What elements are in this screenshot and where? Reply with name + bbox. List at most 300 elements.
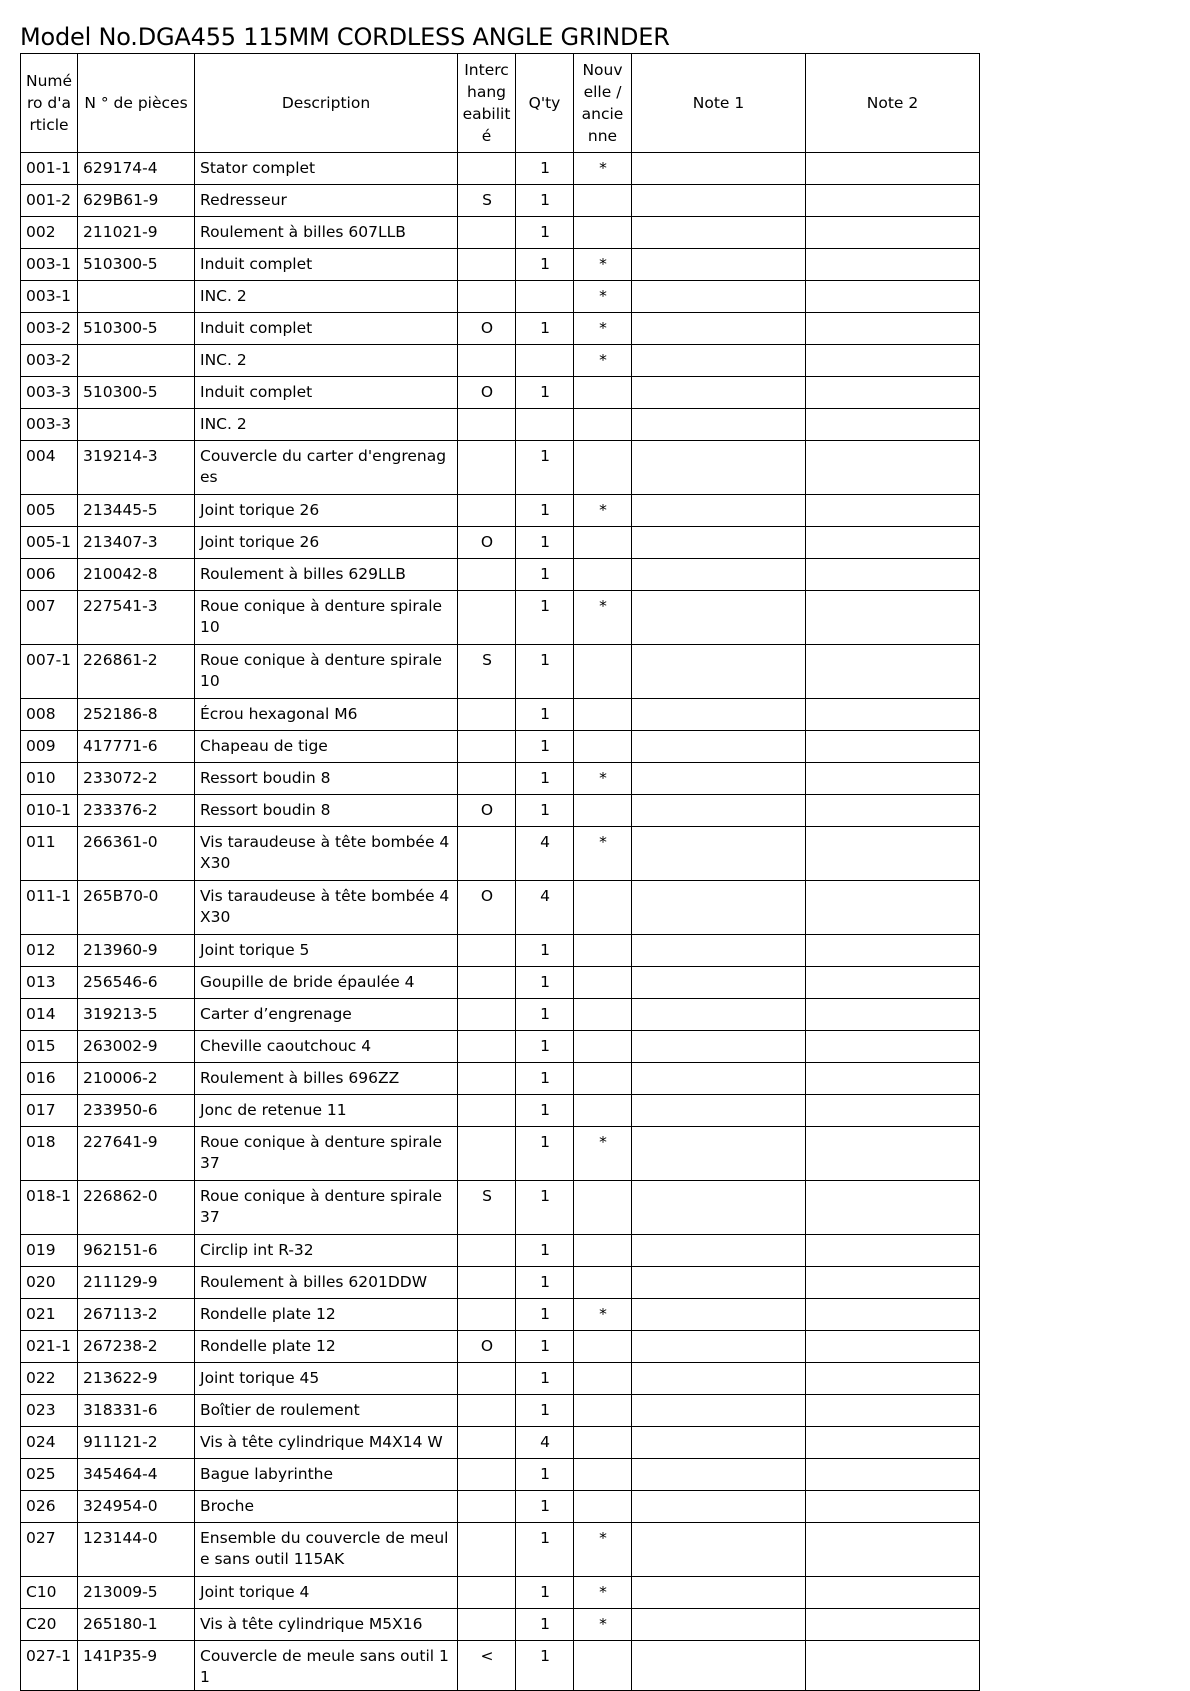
table-row — [21, 935, 980, 967]
cell-description: Rondelle plate 12 — [195, 1299, 458, 1331]
cell-new-old — [574, 1095, 632, 1127]
cell-note-1 — [632, 591, 806, 645]
cell-description: Roulement à billes 607LLB — [195, 217, 458, 249]
cell-description: INC. 2 — [195, 281, 458, 313]
cell-part-no: 510300-5 — [78, 313, 195, 345]
cell-note-2 — [806, 217, 980, 249]
cell-item-no: C20 — [21, 1609, 78, 1641]
cell-part-no: 213622-9 — [78, 1363, 195, 1395]
cell-note-1 — [632, 1235, 806, 1267]
cell-new-old: * — [574, 1609, 632, 1641]
cell-interchangeability — [458, 409, 516, 441]
cell-item-no: 019 — [21, 1235, 78, 1267]
cell-note-1 — [632, 1299, 806, 1331]
cell-item-no: 003-3 — [21, 377, 78, 409]
table-row — [21, 1031, 980, 1063]
cell-item-no: 001-1 — [21, 153, 78, 185]
cell-description: Broche — [195, 1491, 458, 1523]
cell-qty: 1 — [516, 559, 574, 591]
cell-note-2 — [806, 731, 980, 763]
cell-interchangeability — [458, 1031, 516, 1063]
table-row — [21, 495, 980, 527]
cell-description: Vis à tête cylindrique M5X16 — [195, 1609, 458, 1641]
cell-part-no: 213445-5 — [78, 495, 195, 527]
cell-description: Joint torique 26 — [195, 495, 458, 527]
cell-item-no: 005-1 — [21, 527, 78, 559]
cell-new-old — [574, 1395, 632, 1427]
cell-part-no: 265B70-0 — [78, 881, 195, 935]
cell-note-1 — [632, 527, 806, 559]
cell-interchangeability: S — [458, 185, 516, 217]
cell-interchangeability — [458, 1235, 516, 1267]
cell-note-1 — [632, 185, 806, 217]
cell-qty: 1 — [516, 999, 574, 1031]
cell-new-old — [574, 731, 632, 763]
cell-interchangeability — [458, 495, 516, 527]
cell-item-no: 018 — [21, 1127, 78, 1181]
cell-new-old — [574, 1459, 632, 1491]
cell-interchangeability — [458, 1063, 516, 1095]
table-row — [21, 441, 980, 495]
cell-note-2 — [806, 795, 980, 827]
table-row — [21, 377, 980, 409]
cell-new-old — [574, 1491, 632, 1523]
cell-interchangeability — [458, 345, 516, 377]
cell-qty: 1 — [516, 249, 574, 281]
cell-note-2 — [806, 1267, 980, 1299]
table-row — [21, 1267, 980, 1299]
table-row — [21, 527, 980, 559]
cell-qty: 1 — [516, 1031, 574, 1063]
cell-part-no: 211021-9 — [78, 217, 195, 249]
cell-description: Joint torique 5 — [195, 935, 458, 967]
cell-interchangeability — [458, 153, 516, 185]
cell-qty — [516, 281, 574, 313]
cell-part-no — [78, 409, 195, 441]
cell-part-no: 318331-6 — [78, 1395, 195, 1427]
cell-part-no: 265180-1 — [78, 1609, 195, 1641]
cell-item-no: 021 — [21, 1299, 78, 1331]
cell-part-no: 629B61-9 — [78, 185, 195, 217]
cell-part-no: 227541-3 — [78, 591, 195, 645]
cell-note-1 — [632, 153, 806, 185]
cell-note-2 — [806, 495, 980, 527]
cell-description: Joint torique 45 — [195, 1363, 458, 1395]
header-item-no: Numé ro d'a rticle — [21, 54, 78, 153]
cell-note-2 — [806, 1031, 980, 1063]
cell-note-2 — [806, 1427, 980, 1459]
cell-note-1 — [632, 441, 806, 495]
cell-note-2 — [806, 441, 980, 495]
cell-part-no: 345464-4 — [78, 1459, 195, 1491]
cell-note-1 — [632, 1181, 806, 1235]
cell-interchangeability — [458, 1299, 516, 1331]
cell-note-2 — [806, 1127, 980, 1181]
cell-description: Ressort boudin 8 — [195, 763, 458, 795]
table-row — [21, 153, 980, 185]
cell-note-2 — [806, 645, 980, 699]
cell-description: Roue conique à denture spirale 10 — [195, 591, 458, 645]
cell-qty: 1 — [516, 1577, 574, 1609]
cell-note-2 — [806, 935, 980, 967]
cell-interchangeability — [458, 249, 516, 281]
cell-new-old — [574, 1363, 632, 1395]
cell-qty: 4 — [516, 827, 574, 881]
cell-new-old: * — [574, 1523, 632, 1577]
table-row — [21, 1063, 980, 1095]
cell-note-2 — [806, 699, 980, 731]
cell-part-no: 210042-8 — [78, 559, 195, 591]
cell-item-no: 012 — [21, 935, 78, 967]
cell-part-no: 233376-2 — [78, 795, 195, 827]
cell-note-2 — [806, 377, 980, 409]
cell-description: Vis taraudeuse à tête bombée 4X30 — [195, 881, 458, 935]
cell-interchangeability — [458, 731, 516, 763]
table-row — [21, 281, 980, 313]
cell-description: Roulement à billes 696ZZ — [195, 1063, 458, 1095]
cell-description: Cheville caoutchouc 4 — [195, 1031, 458, 1063]
cell-part-no: 629174-4 — [78, 153, 195, 185]
table-row — [21, 1641, 980, 1691]
table-row — [21, 827, 980, 881]
cell-note-2 — [806, 967, 980, 999]
cell-part-no: 319213-5 — [78, 999, 195, 1031]
cell-item-no: 001-2 — [21, 185, 78, 217]
cell-qty: 1 — [516, 153, 574, 185]
cell-description: Couvercle de meule sans outil 11 — [195, 1641, 458, 1691]
cell-note-1 — [632, 313, 806, 345]
cell-qty: 1 — [516, 1641, 574, 1691]
cell-qty: 1 — [516, 1363, 574, 1395]
cell-new-old — [574, 217, 632, 249]
cell-qty: 1 — [516, 1609, 574, 1641]
cell-note-1 — [632, 967, 806, 999]
table-row — [21, 559, 980, 591]
cell-item-no: 020 — [21, 1267, 78, 1299]
cell-description: Écrou hexagonal M6 — [195, 699, 458, 731]
cell-new-old — [574, 1331, 632, 1363]
cell-note-2 — [806, 527, 980, 559]
cell-qty: 1 — [516, 935, 574, 967]
cell-note-1 — [632, 699, 806, 731]
table-row — [21, 731, 980, 763]
header-description: Description — [195, 54, 458, 153]
cell-description: Goupille de bride épaulée 4 — [195, 967, 458, 999]
cell-item-no: 027-1 — [21, 1641, 78, 1691]
cell-new-old: * — [574, 281, 632, 313]
cell-item-no: 021-1 — [21, 1331, 78, 1363]
cell-item-no: 026 — [21, 1491, 78, 1523]
cell-interchangeability — [458, 1127, 516, 1181]
cell-part-no: 227641-9 — [78, 1127, 195, 1181]
cell-part-no: 962151-6 — [78, 1235, 195, 1267]
table-row — [21, 1235, 980, 1267]
cell-note-1 — [632, 1459, 806, 1491]
cell-description: Circlip int R-32 — [195, 1235, 458, 1267]
table-row — [21, 185, 980, 217]
cell-interchangeability — [458, 1577, 516, 1609]
cell-interchangeability — [458, 1095, 516, 1127]
cell-note-1 — [632, 763, 806, 795]
cell-part-no — [78, 281, 195, 313]
cell-note-2 — [806, 409, 980, 441]
cell-new-old: * — [574, 763, 632, 795]
cell-new-old: * — [574, 591, 632, 645]
table-row — [21, 409, 980, 441]
cell-part-no: 510300-5 — [78, 377, 195, 409]
cell-note-1 — [632, 1641, 806, 1691]
header-interchangeability: Interc hang eabilit é — [458, 54, 516, 153]
cell-description: Couvercle du carter d'engrenages — [195, 441, 458, 495]
cell-qty: 1 — [516, 763, 574, 795]
cell-note-1 — [632, 935, 806, 967]
cell-new-old — [574, 1427, 632, 1459]
cell-new-old — [574, 1235, 632, 1267]
cell-qty: 1 — [516, 1299, 574, 1331]
cell-part-no: 266361-0 — [78, 827, 195, 881]
cell-new-old — [574, 699, 632, 731]
cell-description: Rondelle plate 12 — [195, 1331, 458, 1363]
cell-new-old — [574, 881, 632, 935]
cell-qty: 1 — [516, 1127, 574, 1181]
cell-item-no: C10 — [21, 1577, 78, 1609]
cell-new-old — [574, 645, 632, 699]
table-row — [21, 345, 980, 377]
cell-note-1 — [632, 1427, 806, 1459]
cell-new-old — [574, 409, 632, 441]
cell-description: Vis à tête cylindrique M4X14 W — [195, 1427, 458, 1459]
cell-qty: 1 — [516, 967, 574, 999]
cell-note-2 — [806, 1459, 980, 1491]
cell-description: Roulement à billes 6201DDW — [195, 1267, 458, 1299]
cell-note-1 — [632, 559, 806, 591]
cell-qty: 1 — [516, 377, 574, 409]
cell-interchangeability — [458, 967, 516, 999]
cell-item-no: 016 — [21, 1063, 78, 1095]
cell-note-2 — [806, 1641, 980, 1691]
cell-interchangeability — [458, 1267, 516, 1299]
cell-note-1 — [632, 1095, 806, 1127]
cell-description: Joint torique 4 — [195, 1577, 458, 1609]
table-row — [21, 999, 980, 1031]
cell-interchangeability: O — [458, 313, 516, 345]
cell-new-old: * — [574, 827, 632, 881]
cell-part-no: 141P35-9 — [78, 1641, 195, 1691]
cell-description: Joint torique 26 — [195, 527, 458, 559]
cell-note-1 — [632, 249, 806, 281]
cell-note-1 — [632, 377, 806, 409]
cell-description: Ressort boudin 8 — [195, 795, 458, 827]
cell-note-2 — [806, 1363, 980, 1395]
cell-part-no: 510300-5 — [78, 249, 195, 281]
cell-note-1 — [632, 1491, 806, 1523]
cell-qty: 1 — [516, 441, 574, 495]
cell-note-2 — [806, 249, 980, 281]
cell-part-no: 213009-5 — [78, 1577, 195, 1609]
cell-part-no: 123144-0 — [78, 1523, 195, 1577]
cell-qty: 4 — [516, 1427, 574, 1459]
cell-new-old — [574, 935, 632, 967]
cell-item-no: 003-2 — [21, 345, 78, 377]
table-row — [21, 217, 980, 249]
cell-item-no: 003-2 — [21, 313, 78, 345]
table-row — [21, 1095, 980, 1127]
cell-interchangeability — [458, 935, 516, 967]
cell-qty: 1 — [516, 645, 574, 699]
cell-new-old: * — [574, 313, 632, 345]
cell-part-no: 267113-2 — [78, 1299, 195, 1331]
header-note-2: Note 2 — [806, 54, 980, 153]
cell-interchangeability — [458, 999, 516, 1031]
table-row — [21, 1299, 980, 1331]
cell-description: Roue conique à denture spirale 10 — [195, 645, 458, 699]
cell-item-no: 002 — [21, 217, 78, 249]
cell-note-1 — [632, 281, 806, 313]
cell-item-no: 007-1 — [21, 645, 78, 699]
table-row — [21, 1427, 980, 1459]
cell-qty: 1 — [516, 1095, 574, 1127]
cell-new-old: * — [574, 1577, 632, 1609]
cell-interchangeability — [458, 1523, 516, 1577]
cell-item-no: 004 — [21, 441, 78, 495]
table-row — [21, 1459, 980, 1491]
cell-interchangeability: O — [458, 795, 516, 827]
cell-qty: 1 — [516, 1267, 574, 1299]
cell-qty: 1 — [516, 1523, 574, 1577]
cell-note-2 — [806, 1331, 980, 1363]
cell-note-2 — [806, 153, 980, 185]
cell-qty: 1 — [516, 731, 574, 763]
cell-note-2 — [806, 1491, 980, 1523]
cell-note-2 — [806, 1095, 980, 1127]
cell-description: Chapeau de tige — [195, 731, 458, 763]
cell-interchangeability: O — [458, 881, 516, 935]
cell-item-no: 025 — [21, 1459, 78, 1491]
parts-table — [20, 53, 980, 1691]
cell-qty: 1 — [516, 1181, 574, 1235]
cell-item-no: 018-1 — [21, 1181, 78, 1235]
cell-part-no: 226862-0 — [78, 1181, 195, 1235]
cell-qty: 1 — [516, 313, 574, 345]
cell-item-no: 003-1 — [21, 249, 78, 281]
cell-part-no: 210006-2 — [78, 1063, 195, 1095]
cell-note-1 — [632, 881, 806, 935]
cell-part-no: 226861-2 — [78, 645, 195, 699]
cell-note-2 — [806, 1299, 980, 1331]
cell-new-old: * — [574, 495, 632, 527]
cell-item-no: 006 — [21, 559, 78, 591]
cell-new-old: * — [574, 249, 632, 281]
table-row — [21, 1523, 980, 1577]
cell-interchangeability — [458, 1491, 516, 1523]
cell-note-1 — [632, 731, 806, 763]
cell-part-no: 252186-8 — [78, 699, 195, 731]
cell-description: Boîtier de roulement — [195, 1395, 458, 1427]
cell-note-1 — [632, 1577, 806, 1609]
cell-description: Induit complet — [195, 249, 458, 281]
cell-qty: 1 — [516, 1063, 574, 1095]
header-part-no: N ° de pièces — [78, 54, 195, 153]
cell-note-1 — [632, 795, 806, 827]
cell-new-old — [574, 1031, 632, 1063]
cell-item-no: 011-1 — [21, 881, 78, 935]
cell-note-2 — [806, 1063, 980, 1095]
cell-interchangeability — [458, 1609, 516, 1641]
table-row — [21, 1395, 980, 1427]
cell-description: Vis taraudeuse à tête bombée 4X30 — [195, 827, 458, 881]
cell-note-1 — [632, 1523, 806, 1577]
cell-interchangeability: S — [458, 645, 516, 699]
cell-interchangeability: O — [458, 1331, 516, 1363]
cell-note-2 — [806, 827, 980, 881]
cell-note-1 — [632, 1331, 806, 1363]
cell-interchangeability — [458, 217, 516, 249]
table-row — [21, 1331, 980, 1363]
cell-new-old — [574, 999, 632, 1031]
table-row — [21, 1491, 980, 1523]
cell-note-1 — [632, 345, 806, 377]
cell-note-2 — [806, 559, 980, 591]
cell-note-2 — [806, 1523, 980, 1577]
cell-description: Induit complet — [195, 377, 458, 409]
table-row — [21, 763, 980, 795]
cell-item-no: 008 — [21, 699, 78, 731]
cell-note-1 — [632, 1127, 806, 1181]
cell-part-no: 233950-6 — [78, 1095, 195, 1127]
cell-note-2 — [806, 881, 980, 935]
cell-part-no: 417771-6 — [78, 731, 195, 763]
table-row — [21, 249, 980, 281]
cell-description: Bague labyrinthe — [195, 1459, 458, 1491]
table-row — [21, 1577, 980, 1609]
cell-qty: 1 — [516, 527, 574, 559]
cell-interchangeability — [458, 1395, 516, 1427]
cell-qty: 1 — [516, 185, 574, 217]
cell-item-no: 011 — [21, 827, 78, 881]
cell-qty: 1 — [516, 699, 574, 731]
cell-part-no: 213960-9 — [78, 935, 195, 967]
cell-qty: 1 — [516, 1491, 574, 1523]
cell-item-no: 005 — [21, 495, 78, 527]
cell-part-no: 211129-9 — [78, 1267, 195, 1299]
cell-interchangeability — [458, 281, 516, 313]
cell-item-no: 013 — [21, 967, 78, 999]
cell-item-no: 022 — [21, 1363, 78, 1395]
cell-qty: 1 — [516, 591, 574, 645]
cell-part-no: 319214-3 — [78, 441, 195, 495]
table-row — [21, 1363, 980, 1395]
cell-new-old: * — [574, 345, 632, 377]
cell-note-2 — [806, 1609, 980, 1641]
cell-interchangeability — [458, 827, 516, 881]
cell-note-1 — [632, 1609, 806, 1641]
cell-qty: 1 — [516, 795, 574, 827]
cell-qty: 1 — [516, 1331, 574, 1363]
cell-note-2 — [806, 1577, 980, 1609]
cell-item-no: 003-3 — [21, 409, 78, 441]
cell-new-old: * — [574, 1127, 632, 1181]
table-row — [21, 795, 980, 827]
cell-part-no: 263002-9 — [78, 1031, 195, 1063]
table-row — [21, 967, 980, 999]
table-row — [21, 1127, 980, 1181]
cell-item-no: 007 — [21, 591, 78, 645]
cell-note-2 — [806, 345, 980, 377]
cell-qty: 1 — [516, 1459, 574, 1491]
cell-new-old: * — [574, 153, 632, 185]
cell-part-no: 911121-2 — [78, 1427, 195, 1459]
cell-new-old — [574, 795, 632, 827]
